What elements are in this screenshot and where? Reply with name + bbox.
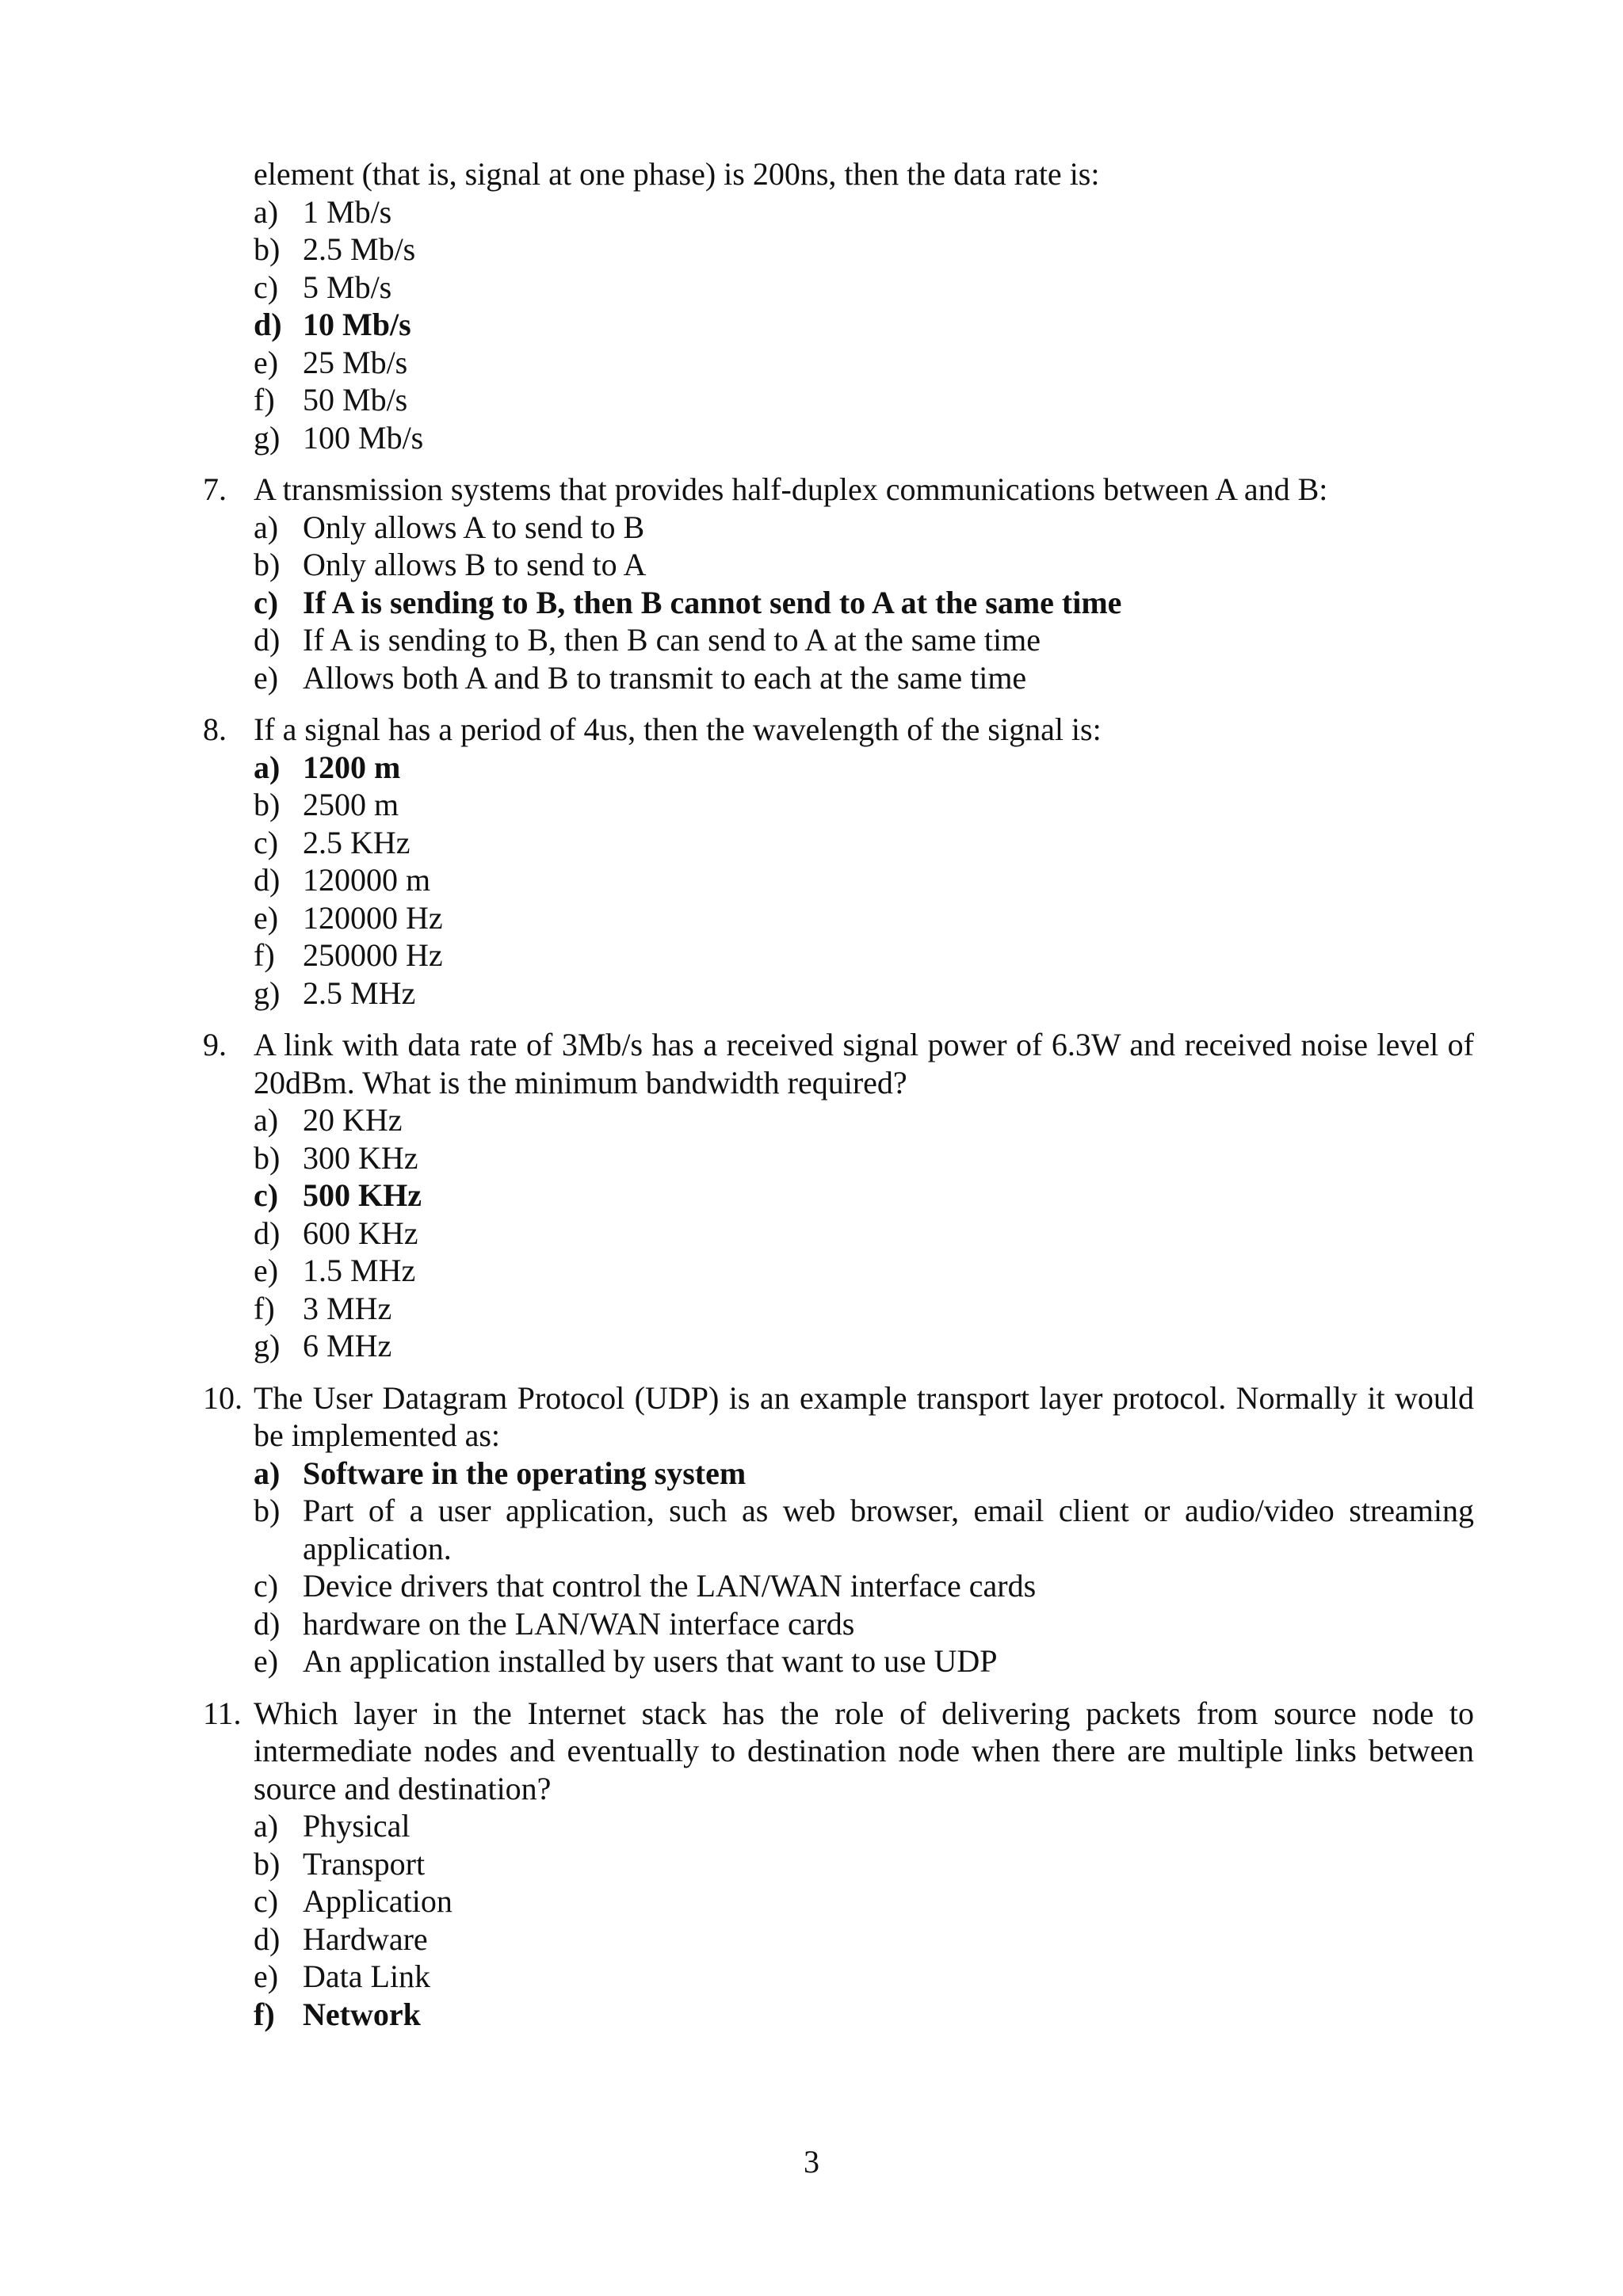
option-text: Data Link (303, 1958, 431, 1994)
question-11 (203, 1695, 1474, 2034)
option (254, 193, 1474, 231)
option-label: c) (254, 824, 279, 860)
option-text: Transport (303, 1845, 426, 1882)
option-list (254, 193, 1474, 457)
option-label: e) (254, 899, 279, 936)
option (254, 1958, 1474, 1996)
option-text: An application installed by users that want to use UDP (303, 1643, 998, 1679)
option-text: 2.5 KHz (303, 824, 411, 860)
option-label: a) (254, 1455, 281, 1491)
option (254, 1845, 1474, 1883)
option-list (254, 509, 1474, 697)
question-number: 11. (203, 1695, 242, 1731)
option (254, 269, 1474, 307)
option-label: g) (254, 1328, 281, 1363)
option (254, 1177, 1474, 1215)
option (254, 1455, 1474, 1493)
option (254, 659, 1474, 697)
option-text: 5 Mb/s (303, 269, 392, 305)
option-text: Part of a user application, such as web browser, email client or audio/video streaming application. (303, 1493, 1474, 1566)
option-label: e) (254, 659, 279, 696)
option (254, 1290, 1474, 1328)
option (254, 936, 1474, 974)
option-text: 50 Mb/s (303, 382, 408, 418)
option-label: c) (254, 269, 279, 305)
option-label: c) (254, 1568, 279, 1604)
option-text: If A is sending to B, then B cannot send to A at the same time (303, 584, 1122, 620)
option (254, 621, 1474, 659)
option-text: 1.5 MHz (303, 1253, 416, 1288)
option-label: f) (254, 1290, 275, 1326)
question-9 (203, 1026, 1474, 1365)
option-text: 120000 m (303, 862, 431, 898)
option-label: b) (254, 1139, 281, 1176)
option-list (254, 749, 1474, 1013)
option (254, 1215, 1474, 1253)
option-list (254, 1101, 1474, 1365)
option-label: a) (254, 509, 279, 545)
option-label: f) (254, 1996, 275, 2032)
question-stem: If a signal has a period of 4us, then the wavelength of the signal is: (254, 711, 1102, 747)
option-label: f) (254, 937, 275, 973)
option-label: e) (254, 1643, 279, 1679)
option-text: Device drivers that control the LAN/WAN interface cards (303, 1568, 1037, 1604)
option (254, 1605, 1474, 1643)
question-number: 8. (203, 711, 227, 747)
option-label: d) (254, 862, 281, 898)
option-label: e) (254, 344, 279, 380)
option-label: a) (254, 1808, 279, 1844)
question-stem: A transmission systems that provides half-duplex communications between A and B: (254, 471, 1328, 507)
option (254, 974, 1474, 1013)
option (254, 1101, 1474, 1139)
option-text: 3 MHz (303, 1290, 392, 1326)
question-stem: A link with data rate of 3Mb/s has a received signal power of 6.3W and received noise level of 20dBm. What is the minimum bandwidth required? (254, 1027, 1474, 1100)
option-label: f) (254, 382, 275, 418)
option (254, 546, 1474, 584)
option-text: 600 KHz (303, 1215, 418, 1251)
question-number: 9. (203, 1027, 227, 1062)
option (254, 344, 1474, 382)
option-text: hardware on the LAN/WAN interface cards (303, 1605, 855, 1642)
option-label: d) (254, 1215, 281, 1251)
option (254, 749, 1474, 787)
option (254, 1139, 1474, 1177)
option-text: Only allows B to send to A (303, 547, 647, 582)
option-list (254, 1807, 1474, 2033)
option-text: Software in the operating system (303, 1455, 747, 1491)
option-text: Hardware (303, 1920, 428, 1957)
option-label: g) (254, 974, 281, 1011)
question-10 (203, 1379, 1474, 1680)
question-stem: The User Datagram Protocol (UDP) is an example transport layer protocol. Normally it would be implemented as: (254, 1379, 1474, 1453)
option (254, 1807, 1474, 1845)
option (254, 381, 1474, 419)
option-label: g) (254, 419, 281, 456)
option-text: Only allows A to send to B (303, 509, 645, 545)
question-8 (203, 711, 1474, 1012)
option-text: 1200 m (303, 749, 401, 785)
option-text: Network (303, 1996, 421, 2032)
option-label: b) (254, 547, 281, 582)
question-number: 10. (203, 1379, 242, 1416)
option-text: 2500 m (303, 787, 399, 822)
option-label: c) (254, 1883, 279, 1919)
question-7 (203, 471, 1474, 696)
option-label: d) (254, 1920, 281, 1957)
option (254, 509, 1474, 547)
option-label: b) (254, 1493, 281, 1528)
option-text: 20 KHz (303, 1102, 403, 1138)
option-label: b) (254, 1845, 281, 1882)
option (254, 584, 1474, 622)
option (254, 1327, 1474, 1365)
question-6-continuation (254, 155, 1474, 456)
option-text: 250000 Hz (303, 937, 443, 973)
option-text: 500 KHz (303, 1177, 422, 1213)
option (254, 1567, 1474, 1605)
question-number: 7. (203, 471, 227, 507)
option (254, 1920, 1474, 1958)
option-label: a) (254, 193, 279, 230)
option-text: 100 Mb/s (303, 419, 424, 456)
option (254, 824, 1474, 862)
option (254, 231, 1474, 269)
option-text: Application (303, 1883, 453, 1919)
page-content (203, 155, 1474, 2047)
option (254, 786, 1474, 824)
option-label: e) (254, 1958, 279, 1994)
question-stem: Which layer in the Internet stack has the role of delivering packets from source node to intermediate nodes and eventually to destination node when there are multiple links between source and destination? (254, 1695, 1474, 1806)
option-text: 10 Mb/s (303, 307, 411, 342)
option-text: 1 Mb/s (303, 193, 392, 230)
option-text: 2.5 Mb/s (303, 231, 416, 267)
option-text: 25 Mb/s (303, 344, 408, 380)
option-text: 300 KHz (303, 1139, 418, 1176)
option-text: 120000 Hz (303, 899, 443, 936)
option-label: c) (254, 1177, 279, 1213)
option-label: b) (254, 231, 281, 267)
question-stem-continuation: element (that is, signal at one phase) is 200ns, then the data rate is: (254, 156, 1100, 192)
option (254, 899, 1474, 937)
option (254, 861, 1474, 899)
option (254, 306, 1474, 344)
option-label: d) (254, 307, 282, 342)
page-number: 3 (804, 2144, 819, 2180)
option-label: d) (254, 622, 281, 658)
option-text: 2.5 MHz (303, 974, 416, 1011)
option (254, 1252, 1474, 1290)
option-label: c) (254, 584, 279, 620)
option-label: a) (254, 1102, 279, 1138)
option (254, 419, 1474, 457)
option (254, 1996, 1474, 2034)
option-text: If A is sending to B, then B can send to A at the same time (303, 622, 1041, 658)
option-text: Physical (303, 1808, 411, 1844)
option-label: e) (254, 1253, 279, 1288)
option (254, 1882, 1474, 1920)
option-text: 6 MHz (303, 1328, 392, 1363)
option-label: a) (254, 749, 281, 785)
option-list (254, 1455, 1474, 1680)
option (254, 1642, 1474, 1680)
option (254, 1492, 1474, 1567)
option-label: b) (254, 787, 281, 822)
option-label: d) (254, 1605, 281, 1642)
option-text: Allows both A and B to transmit to each at the same time (303, 659, 1027, 696)
